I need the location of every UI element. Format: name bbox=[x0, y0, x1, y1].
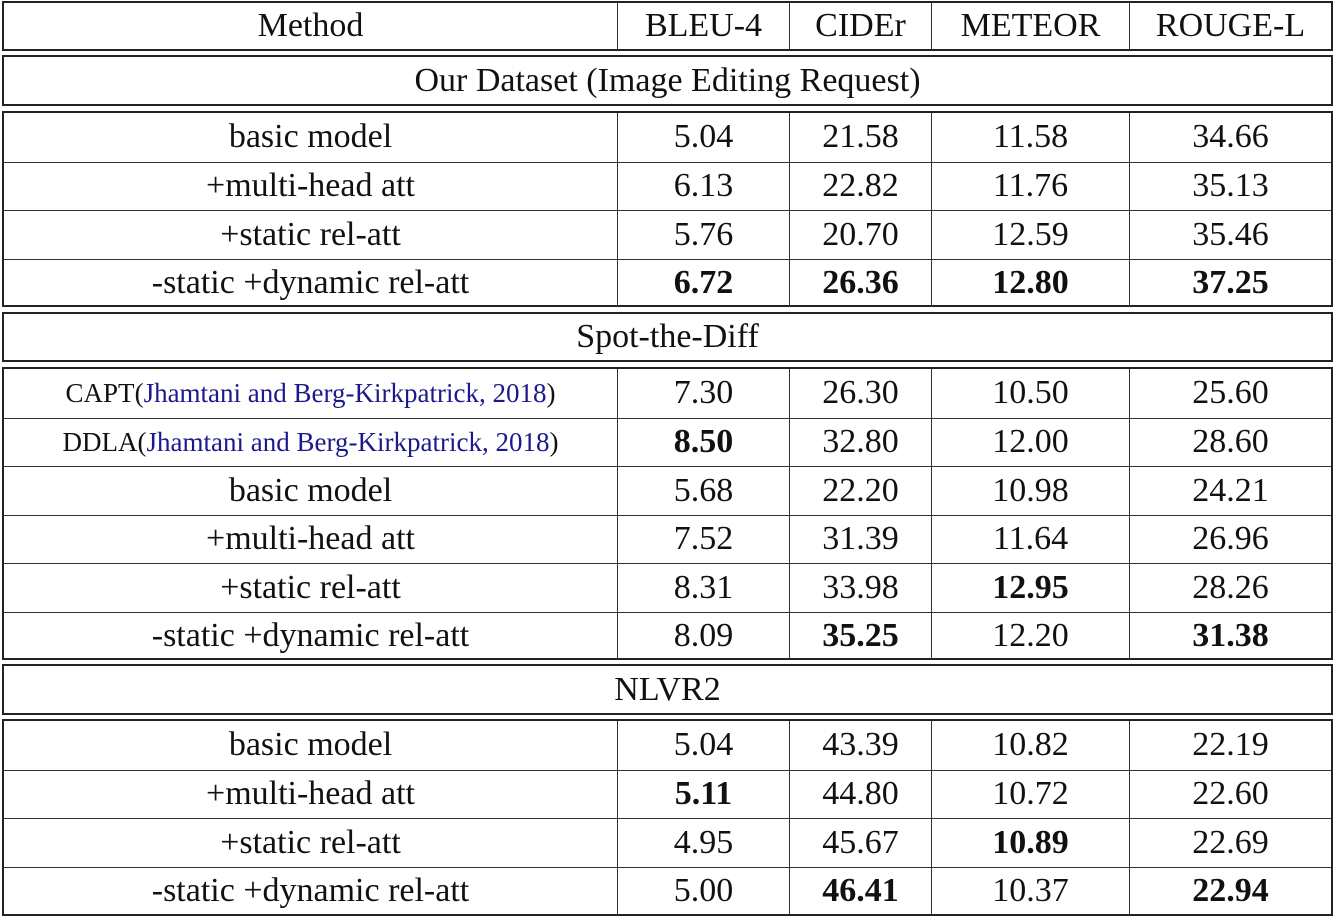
bleu4-cell: 5.04 bbox=[617, 113, 789, 162]
meteor-cell: 11.58 bbox=[931, 113, 1129, 162]
citation-link[interactable]: Jhamtani and Berg-Kirkpatrick, 2018 bbox=[146, 426, 550, 457]
rougel-cell: 22.19 bbox=[1129, 721, 1331, 770]
bleu4-cell-best: 8.50 bbox=[617, 419, 789, 467]
cider-cell: 45.67 bbox=[789, 819, 931, 867]
header-row bbox=[4, 3, 1331, 49]
method-cell: -static +dynamic rel-att bbox=[151, 617, 470, 655]
table-row bbox=[4, 466, 1331, 515]
method-name: DDLA bbox=[62, 426, 138, 457]
method-cell: CAPT ( Jhamtani and Berg-Kirkpatrick, 2018 ) bbox=[65, 377, 556, 408]
table-row bbox=[4, 418, 1331, 467]
cider-cell: 43.39 bbox=[789, 721, 931, 770]
method-cell: +static rel-att bbox=[220, 823, 401, 861]
rougel-cell: 25.60 bbox=[1129, 369, 1331, 418]
rougel-cell-best: 22.94 bbox=[1129, 868, 1331, 916]
cider-cell: 31.39 bbox=[789, 516, 931, 564]
cider-cell: 32.80 bbox=[789, 419, 931, 467]
column-header-bleu4: BLEU-4 bbox=[617, 3, 789, 49]
method-cell: +static rel-att bbox=[220, 215, 401, 253]
table-row bbox=[4, 721, 1331, 770]
bleu4-cell: 8.09 bbox=[617, 613, 789, 661]
table-row bbox=[4, 369, 1331, 418]
table-row bbox=[4, 818, 1331, 867]
meteor-cell-best: 12.80 bbox=[931, 260, 1129, 308]
section-title-nlvr2: NLVR2 bbox=[2, 664, 1333, 715]
rougel-cell: 28.60 bbox=[1129, 419, 1331, 467]
bleu4-cell: 5.04 bbox=[617, 721, 789, 770]
cider-cell: 20.70 bbox=[789, 211, 931, 259]
meteor-cell: 11.76 bbox=[931, 163, 1129, 211]
cider-cell-best: 46.41 bbox=[789, 868, 931, 916]
cider-cell: 26.30 bbox=[789, 369, 931, 418]
citation-link[interactable]: Jhamtani and Berg-Kirkpatrick, 2018 bbox=[143, 377, 547, 408]
meteor-cell-best: 12.95 bbox=[931, 564, 1129, 612]
table-row bbox=[4, 612, 1331, 661]
column-header-cider: CIDEr bbox=[789, 3, 931, 49]
cider-cell: 33.98 bbox=[789, 564, 931, 612]
column-header-meteor: METEOR bbox=[931, 3, 1129, 49]
bleu4-cell: 5.00 bbox=[617, 868, 789, 916]
rougel-cell-best: 37.25 bbox=[1129, 260, 1331, 308]
method-cell: basic model bbox=[228, 726, 393, 764]
meteor-cell: 12.00 bbox=[931, 419, 1129, 467]
meteor-cell: 10.82 bbox=[931, 721, 1129, 770]
method-cell: +multi-head att bbox=[206, 775, 415, 813]
table-row bbox=[4, 515, 1331, 564]
section-title-spot-the-diff: Spot-the-Diff bbox=[2, 312, 1333, 362]
meteor-cell: 11.64 bbox=[931, 516, 1129, 564]
rougel-cell: 24.21 bbox=[1129, 467, 1331, 515]
section-title-our-dataset: Our Dataset (Image Editing Request) bbox=[2, 55, 1333, 106]
table-row bbox=[4, 259, 1331, 308]
table-row bbox=[4, 770, 1331, 819]
bleu4-cell: 5.76 bbox=[617, 211, 789, 259]
bleu4-cell: 4.95 bbox=[617, 819, 789, 867]
bleu4-cell-best: 5.11 bbox=[617, 771, 789, 819]
method-cell: basic model bbox=[228, 471, 393, 509]
method-cell: +static rel-att bbox=[220, 568, 401, 606]
column-header-rougel: ROUGE-L bbox=[1129, 3, 1331, 49]
rougel-cell: 35.46 bbox=[1129, 211, 1331, 259]
meteor-cell: 12.59 bbox=[931, 211, 1129, 259]
section-body-nlvr2 bbox=[2, 719, 1333, 916]
rougel-cell: 22.60 bbox=[1129, 771, 1331, 819]
bleu4-cell-best: 6.72 bbox=[617, 260, 789, 308]
table-row bbox=[4, 162, 1331, 211]
rougel-cell: 22.69 bbox=[1129, 819, 1331, 867]
table-header bbox=[2, 1, 1333, 51]
bleu4-cell: 5.68 bbox=[617, 467, 789, 515]
meteor-cell: 12.20 bbox=[931, 613, 1129, 661]
column-header-method: Method bbox=[257, 7, 364, 44]
method-cell: basic model bbox=[228, 118, 393, 156]
table-row bbox=[4, 113, 1331, 162]
table-row bbox=[4, 210, 1331, 259]
meteor-cell-best: 10.89 bbox=[931, 819, 1129, 867]
method-cell: -static +dynamic rel-att bbox=[151, 264, 470, 302]
method-cell: -static +dynamic rel-att bbox=[151, 872, 470, 910]
bleu4-cell: 8.31 bbox=[617, 564, 789, 612]
bleu4-cell: 6.13 bbox=[617, 163, 789, 211]
table-row bbox=[4, 563, 1331, 612]
method-cell: +multi-head att bbox=[206, 520, 415, 558]
cider-cell-best: 26.36 bbox=[789, 260, 931, 308]
section-body-spot-the-diff bbox=[2, 367, 1333, 660]
cider-cell: 44.80 bbox=[789, 771, 931, 819]
rougel-cell: 28.26 bbox=[1129, 564, 1331, 612]
meteor-cell: 10.37 bbox=[931, 868, 1129, 916]
rougel-cell: 34.66 bbox=[1129, 113, 1331, 162]
cider-cell: 22.82 bbox=[789, 163, 931, 211]
section-body-our-dataset bbox=[2, 111, 1333, 307]
table-row bbox=[4, 867, 1331, 916]
cider-cell-best: 35.25 bbox=[789, 613, 931, 661]
cider-cell: 22.20 bbox=[789, 467, 931, 515]
rougel-cell-best: 31.38 bbox=[1129, 613, 1331, 661]
rougel-cell: 26.96 bbox=[1129, 516, 1331, 564]
rougel-cell: 35.13 bbox=[1129, 163, 1331, 211]
meteor-cell: 10.72 bbox=[931, 771, 1129, 819]
method-name: CAPT bbox=[65, 377, 135, 408]
meteor-cell: 10.98 bbox=[931, 467, 1129, 515]
method-cell: +multi-head att bbox=[206, 167, 415, 205]
cider-cell: 21.58 bbox=[789, 113, 931, 162]
method-cell: DDLA ( Jhamtani and Berg-Kirkpatrick, 2018 ) bbox=[62, 426, 559, 457]
meteor-cell: 10.50 bbox=[931, 369, 1129, 418]
bleu4-cell: 7.52 bbox=[617, 516, 789, 564]
bleu4-cell: 7.30 bbox=[617, 369, 789, 418]
